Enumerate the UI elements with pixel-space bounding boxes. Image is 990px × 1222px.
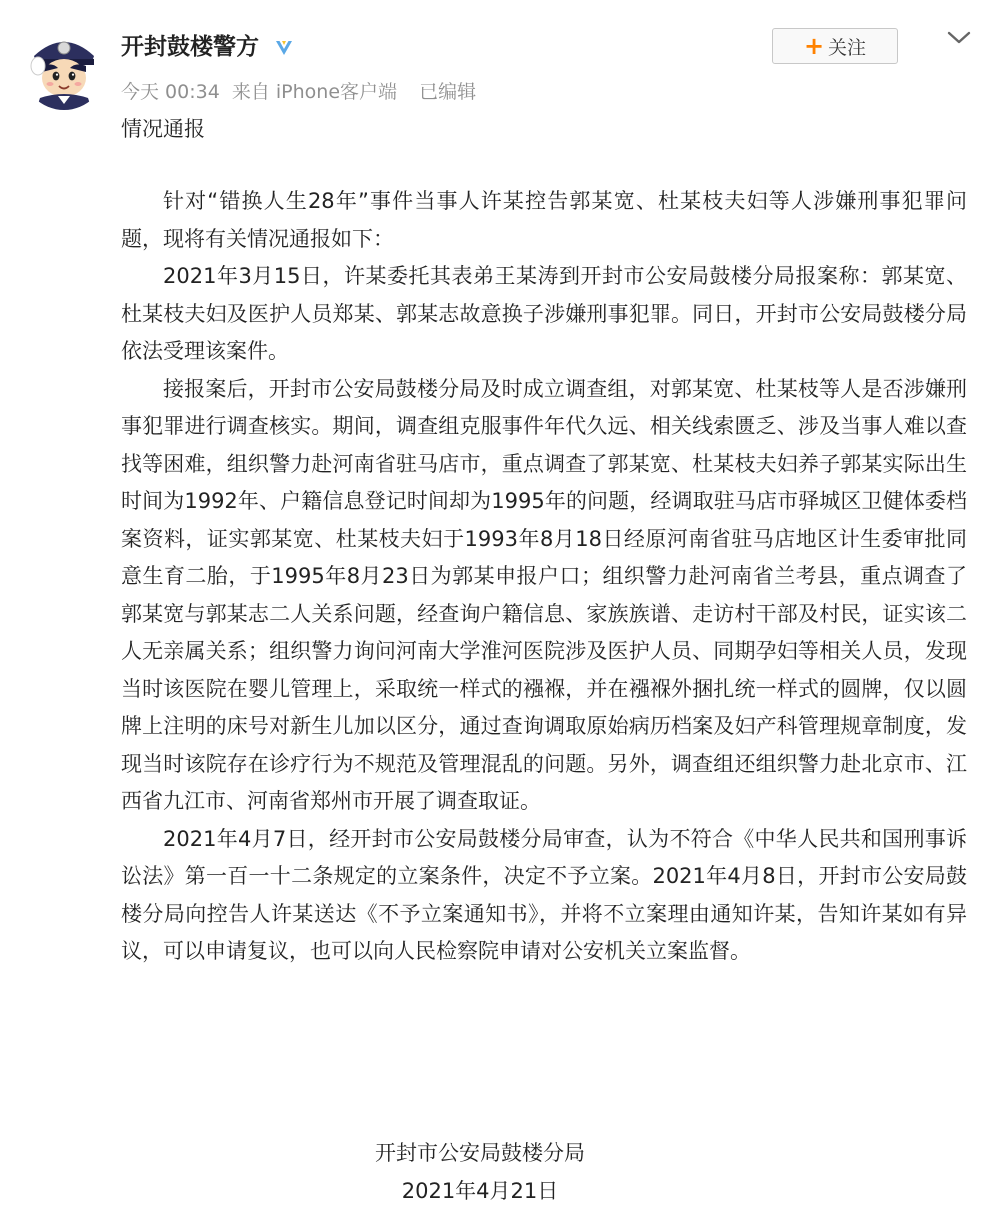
author-avatar[interactable]: [22, 26, 106, 110]
paragraph: 针对“错换人生28年”事件当事人许某控告郭某宽、杜某枝夫妇等人涉嫌刑事犯罪问题，现将有关情况通报如下：: [121, 189, 967, 251]
paragraph: 接报案后，开封市公安局鼓楼分局及时成立调查组，对郭某宽、杜某枝等人是否涉嫌刑事犯罪进行调查核实。期间，调查组克服事件年代久远、相关线索匮乏、涉及当事人难以查找等困难，组织警力赴河南省驻马店市，重点调查了郭某宽、杜某枝夫妇养子郭某实际出生时间为1992年、户籍信息登记时间却为1995年的问题，经调取驻马店市驿城区卫健体委档案资料，证实郭某宽、杜某枝夫妇于1993年8月18日经原河南省驻马店地区计生委审批同意生育二胎，于1995年8月23日为郭某申报户口；组织警力赴河南省兰考县，重点调查了郭某宽与郭某志二人关系问题，经查询户籍信息、家族族谱、走访村干部及村民，证实该二人无亲属关系；组织警力询问河南大学淮河医院涉及医护人员、同期孕妇等相关人员，发现当时该医院在婴儿管理上，采取统一样式的襁褓，并在襁褓外捆扎统一样式的圆牌，仅以圆牌上注明的床号对新生儿加以区分，通过查询调取原始病历档案及妇产科管理规章制度，发现当时该院存在诊疗行为不规范及管理混乱的问题。另外，调查组还组织警力赴北京市、江西省九江市、河南省郑州市开展了调查取证。: [121, 376, 967, 813]
author-name[interactable]: 开封鼓楼警方: [121, 34, 259, 60]
follow-button[interactable]: [772, 28, 898, 64]
post-time[interactable]: 今天 00:34: [121, 81, 220, 103]
paragraph: 2021年3月15日，许某委托其表弟王某涛到开封市公安局鼓楼分局报案称：郭某宽、杜某枝夫妇及医护人员郑某、郭某志故意换子涉嫌刑事犯罪。同日，开封市公安局鼓楼分局依法受理该案件。: [121, 264, 967, 363]
chevron-down-icon[interactable]: [944, 24, 974, 52]
paragraph: 2021年4月7日，经开封市公安局鼓楼分局审查，认为不符合《中华人民共和国刑事诉讼法》第一百一十二条规定的立案条件，决定不予立案。2021年4月8日，开封市公安局鼓楼分局向控告人许某送达《不予立案通知书》，并将不立案理由通知许某，告知许某如有异议，可以申请复议，也可以向人民检察院申请对公安机关立案监督。: [121, 826, 967, 963]
signature-organization: 开封市公安局鼓楼分局: [375, 1141, 585, 1165]
edited-label[interactable]: 已编辑: [419, 81, 477, 103]
signature-date: 2021年4月21日: [401, 1179, 559, 1203]
post-body: [121, 183, 967, 971]
post-meta: [121, 78, 482, 106]
post-source[interactable]: 来自 iPhone客户端: [231, 81, 398, 103]
post-title: 情况通报: [121, 117, 205, 141]
plus-icon: +: [803, 32, 825, 60]
verified-badge-icon: [273, 37, 295, 59]
police-cartoon-avatar-icon: [22, 26, 106, 110]
follow-label: 关注: [828, 36, 867, 59]
